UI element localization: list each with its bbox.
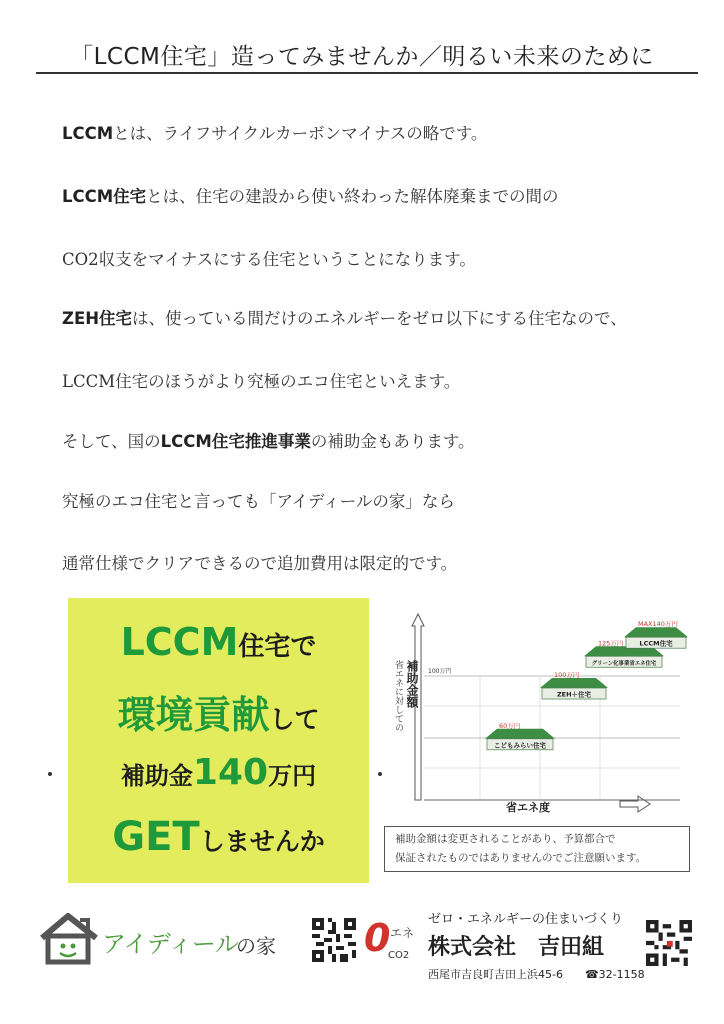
company-address: 西尾市吉良町吉田上浜45-6 ☎32-1158 <box>428 968 645 981</box>
promo-line-3: 補助金140万円 <box>120 752 317 793</box>
qr-code-icon[interactable] <box>646 920 692 966</box>
chart-category-label: ZEH＋住宅 <box>556 690 592 699</box>
x-axis-label: 省エネ度 <box>506 801 550 814</box>
zero-badge-number: 0 <box>364 916 391 960</box>
chart-category-label: グリーン化事業省エネ住宅 <box>591 660 657 667</box>
x-axis-arrow-icon <box>620 796 650 812</box>
chart-bar <box>485 722 555 750</box>
paragraph-line-6: そして、国のLCCM住宅推進事業の補助金もあります。 <box>62 432 475 451</box>
chart-bar-roof <box>540 678 608 688</box>
qr-code-icon[interactable] <box>312 918 356 962</box>
chart-value-label: 125万円 <box>598 639 624 648</box>
company-name: 株式会社 吉田組 <box>428 935 605 960</box>
ideal-home-logo <box>36 908 304 970</box>
promo-line-1: LCCM住宅で <box>120 620 317 664</box>
subsidy-chart <box>380 600 690 832</box>
company-phone: ☎32-1158 <box>584 968 645 981</box>
subsidy-chart-svg <box>380 600 690 832</box>
paragraph-line-4: ZEH住宅は、使っている間だけのエネルギーをゼロ以下にする住宅なので、 <box>62 309 627 328</box>
chart-bar <box>624 620 688 648</box>
paragraph-line-8: 通常仕様でクリアできるので追加費用は限定的です。 <box>62 554 458 573</box>
chart-bar <box>540 671 608 699</box>
zero-badge-top: エネ <box>390 926 415 940</box>
chart-bar-roof <box>624 627 688 637</box>
page-title: 「LCCM住宅」造ってみませんか／明るい未来のために <box>70 44 654 70</box>
y-axis-sublabel: 省エネに対しての <box>393 660 403 732</box>
house-logo-icon <box>36 908 106 970</box>
chart-category-label: こどもみらい住宅 <box>494 741 546 750</box>
chart-bar-roof <box>485 729 555 739</box>
promo-box <box>68 598 369 883</box>
chart-value-label: 100万円 <box>554 671 580 679</box>
chart-value-label: 60万円 <box>499 721 521 730</box>
title-divider <box>36 72 698 74</box>
y-reference-label: 100万円 <box>428 668 452 675</box>
disclaimer-line-1: 補助金額は変更されることがあり、予算都合で <box>395 833 616 845</box>
logo-wordmark-suffix: の家 <box>236 934 276 958</box>
logo-wordmark: アイディール <box>102 930 239 958</box>
disclaimer-note <box>384 826 690 872</box>
paragraph-line-7: 究極のエコ住宅と言っても「アイディールの家」なら <box>62 492 455 511</box>
chart-value-label: MAX140万円 <box>638 620 678 629</box>
zero-badge-bottom: CO2 <box>388 950 410 961</box>
paragraph-line-2: LCCM住宅とは、住宅の建設から使い終わった解体廃棄までの間の <box>62 187 559 206</box>
chart-category-label: LCCM住宅 <box>639 639 673 648</box>
company-tagline: ゼロ・エネルギーの住まいづくり <box>428 912 624 927</box>
paragraph-line-5: LCCM住宅のほうがより究極のエコ住宅といえます。 <box>62 372 461 391</box>
paragraph-line-3: CO2収支をマイナスにする住宅ということになります。 <box>62 250 476 269</box>
promo-line-2: 環境貢献して <box>117 693 320 737</box>
zero-energy-badge <box>364 916 415 966</box>
y-axis-label: 補助金額 <box>405 660 419 708</box>
promo-line-4: GETしませんか <box>112 814 325 860</box>
bullet-dot <box>48 772 52 776</box>
disclaimer-line-2: 保証されたものではありませんのでご注意願います。 <box>395 852 647 864</box>
paragraph-line-1: LCCMとは、ライフサイクルカーボンマイナスの略です。 <box>62 124 488 143</box>
